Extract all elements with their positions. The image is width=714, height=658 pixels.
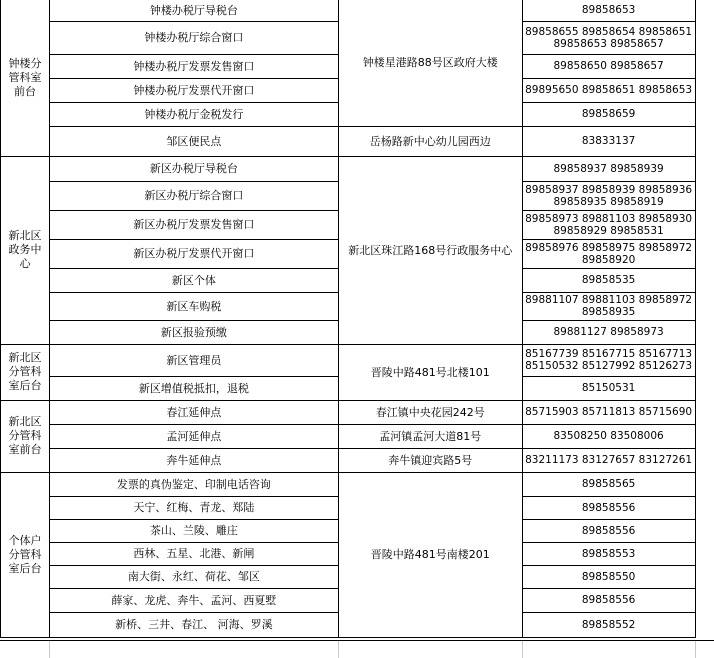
phone-cell[interactable]: 89858565 xyxy=(522,472,695,496)
empty-cell[interactable] xyxy=(695,292,714,320)
group-label: 新北区政务中心 xyxy=(1,156,50,344)
phone-cell[interactable]: 83833137 xyxy=(522,126,695,156)
window-cell[interactable]: 钟楼办税厅综合窗口 xyxy=(49,21,338,54)
empty-cell[interactable] xyxy=(695,0,714,21)
phone-cell[interactable]: 89858653 xyxy=(522,0,695,21)
address-cell[interactable]: 晋陵中路481号南楼201 xyxy=(338,472,522,637)
address-cell[interactable]: 钟楼星港路88号区政府大楼 xyxy=(338,0,522,126)
window-cell[interactable]: 钟楼办税厅发票代开窗口 xyxy=(49,78,338,102)
window-cell[interactable]: 新区管理员 xyxy=(49,344,338,376)
phone-cell[interactable]: 89858659 xyxy=(522,102,695,126)
empty-cell[interactable] xyxy=(695,565,714,588)
window-cell[interactable]: 钟楼办税厅导税台 xyxy=(49,0,338,21)
empty-cell[interactable] xyxy=(695,344,714,376)
group-label: 钟楼分管科室前台 xyxy=(1,0,50,156)
address-cell[interactable]: 晋陵中路481号北楼101 xyxy=(338,344,522,400)
empty-cell[interactable] xyxy=(695,320,714,344)
table-row xyxy=(1,0,714,21)
empty-cell[interactable] xyxy=(695,126,714,156)
table-row xyxy=(1,400,714,424)
window-cell[interactable]: 南大街、永红、荷花、邹区 xyxy=(49,565,338,588)
group-label: 新北区分管科室后台 xyxy=(1,344,50,400)
gridline xyxy=(49,641,50,658)
phone-cell[interactable]: 89858552 xyxy=(522,612,695,637)
empty-cell[interactable] xyxy=(695,156,714,181)
empty-cell[interactable] xyxy=(695,424,714,448)
empty-cell[interactable] xyxy=(695,448,714,472)
phone-cell[interactable]: 85715903 85711813 85715690 xyxy=(522,400,695,424)
empty-cell[interactable] xyxy=(695,519,714,542)
phone-cell[interactable]: 89858550 xyxy=(522,565,695,588)
phone-cell[interactable]: 89858553 xyxy=(522,542,695,565)
table-row xyxy=(1,126,714,156)
empty-cell[interactable] xyxy=(695,268,714,292)
window-cell[interactable]: 新区增值税抵扣，退税 xyxy=(49,376,338,400)
empty-cell[interactable] xyxy=(695,78,714,102)
table-row xyxy=(1,344,714,376)
window-cell[interactable]: 新区办税厅发票代开窗口 xyxy=(49,239,338,268)
phone-cell[interactable]: 89858535 xyxy=(522,268,695,292)
empty-cell[interactable] xyxy=(695,400,714,424)
window-cell[interactable]: 钟楼办税厅发票发售窗口 xyxy=(49,54,338,78)
address-cell[interactable]: 奔牛镇迎宾路5号 xyxy=(338,448,522,472)
window-cell[interactable]: 新桥、三井、春江、 河海、罗溪 xyxy=(49,612,338,637)
phone-cell[interactable]: 89858556 xyxy=(522,519,695,542)
window-cell[interactable]: 天宁、红梅、青龙、郑陆 xyxy=(49,496,338,519)
phone-cell[interactable]: 89858655 89858654 89858651 89858653 89858657 xyxy=(522,21,695,54)
empty-cell[interactable] xyxy=(695,588,714,612)
window-cell[interactable]: 新区个体 xyxy=(49,268,338,292)
table-row xyxy=(1,156,714,181)
table-row xyxy=(1,448,714,472)
empty-cell[interactable] xyxy=(695,239,714,268)
window-cell[interactable]: 新区办税厅导税台 xyxy=(49,156,338,181)
window-cell[interactable]: 春江延伸点 xyxy=(49,400,338,424)
table-row xyxy=(1,424,714,448)
empty-cell[interactable] xyxy=(695,210,714,239)
phone-cell[interactable]: 85167739 85167715 85167713 85150532 85127992 85126273 xyxy=(522,344,695,376)
phone-cell[interactable]: 89858650 89858657 xyxy=(522,54,695,78)
phone-cell[interactable]: 89858976 89858975 89858972 89858920 xyxy=(522,239,695,268)
gridline xyxy=(338,641,339,658)
empty-cell[interactable] xyxy=(695,376,714,400)
window-cell[interactable]: 新区车购税 xyxy=(49,292,338,320)
empty-grid-row xyxy=(0,640,714,658)
group-label: 个体户分管科室后台 xyxy=(1,472,50,637)
phone-cell[interactable]: 85150531 xyxy=(522,376,695,400)
window-cell[interactable]: 钟楼办税厅金税发行 xyxy=(49,102,338,126)
empty-cell[interactable] xyxy=(695,542,714,565)
empty-cell[interactable] xyxy=(695,54,714,78)
empty-cell[interactable] xyxy=(695,102,714,126)
address-cell[interactable]: 春江镇中央花园242号 xyxy=(338,400,522,424)
empty-cell[interactable] xyxy=(695,181,714,210)
address-cell[interactable]: 新北区珠江路168号行政服务中心 xyxy=(338,156,522,344)
window-cell[interactable]: 新区报验预缴 xyxy=(49,320,338,344)
table-row xyxy=(1,472,714,496)
phone-cell[interactable]: 89858556 xyxy=(522,496,695,519)
address-cell[interactable]: 孟河镇孟河大道81号 xyxy=(338,424,522,448)
phone-cell[interactable]: 89881127 89858973 xyxy=(522,320,695,344)
empty-cell[interactable] xyxy=(695,472,714,496)
gridline xyxy=(695,641,696,658)
phone-cell[interactable]: 89858973 89881103 89858930 89858929 89858531 xyxy=(522,210,695,239)
window-cell[interactable]: 邹区便民点 xyxy=(49,126,338,156)
gridline xyxy=(522,641,523,658)
phone-cell[interactable]: 83508250 83508006 xyxy=(522,424,695,448)
window-cell[interactable]: 茶山、兰陵、雕庄 xyxy=(49,519,338,542)
phone-cell[interactable]: 89895650 89858651 89858653 xyxy=(522,78,695,102)
empty-cell[interactable] xyxy=(695,496,714,519)
empty-cell[interactable] xyxy=(695,612,714,637)
window-cell[interactable]: 发票的真伪鉴定、印制电话咨询 xyxy=(49,472,338,496)
window-cell[interactable]: 西林、五星、北港、新闸 xyxy=(49,542,338,565)
window-cell[interactable]: 孟河延伸点 xyxy=(49,424,338,448)
window-cell[interactable]: 奔牛延伸点 xyxy=(49,448,338,472)
address-cell[interactable]: 岳杨路新中心幼儿园西边 xyxy=(338,126,522,156)
window-cell[interactable]: 新区办税厅发票发售窗口 xyxy=(49,210,338,239)
window-cell[interactable]: 新区办税厅综合窗口 xyxy=(49,181,338,210)
phone-cell[interactable]: 89858937 89858939 89858936 89858935 89858919 xyxy=(522,181,695,210)
window-cell[interactable]: 薛家、龙虎、奔牛、孟河、西夏墅 xyxy=(49,588,338,612)
phone-cell[interactable]: 89858556 xyxy=(522,588,695,612)
empty-cell[interactable] xyxy=(695,21,714,54)
phone-cell[interactable]: 89858937 89858939 xyxy=(522,156,695,181)
phone-cell[interactable]: 89881107 89881103 89858972 89858935 xyxy=(522,292,695,320)
phone-cell[interactable]: 83211173 83127657 83127261 xyxy=(522,448,695,472)
group-label: 新北区分管科室前台 xyxy=(1,400,50,472)
